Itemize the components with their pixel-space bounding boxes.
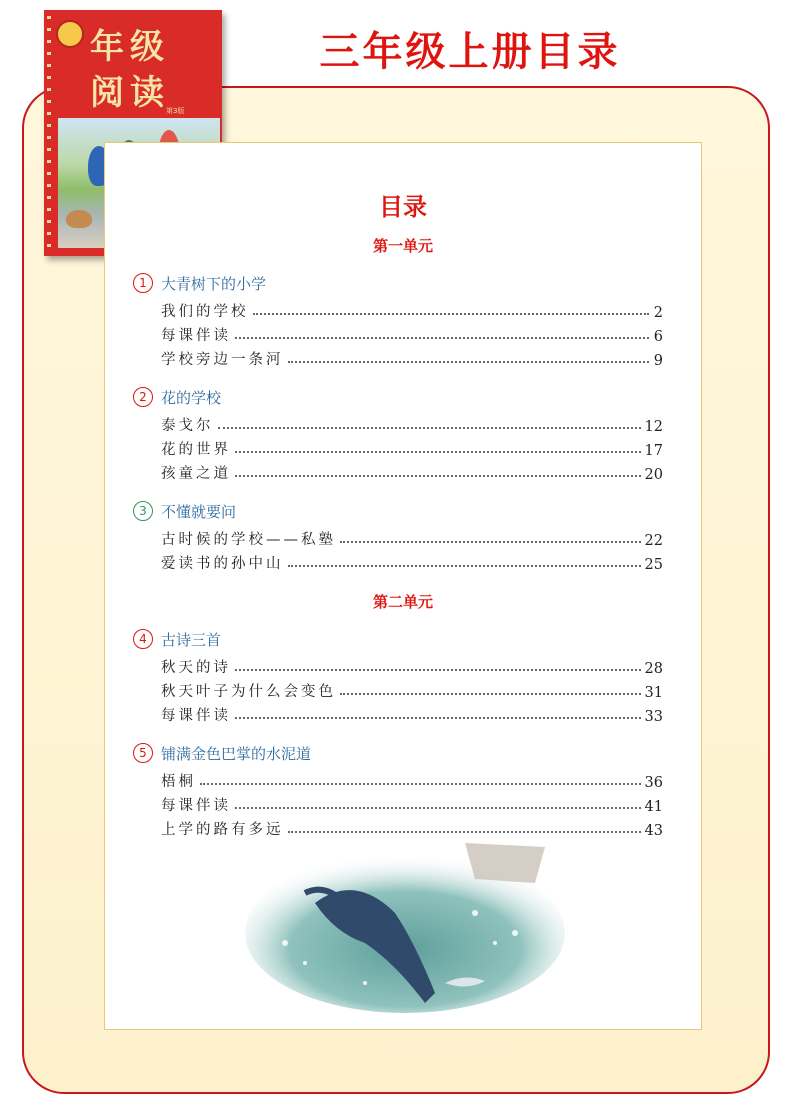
entry-title: 每课伴读	[161, 328, 231, 344]
toc-entry[interactable]	[161, 549, 663, 573]
leader-dots	[235, 807, 641, 809]
page-number: 12	[644, 419, 663, 435]
entry-title: 上学的路有多远	[161, 822, 284, 838]
toc-title: 目录	[379, 193, 427, 221]
page-number: 22	[644, 533, 663, 549]
leader-dots	[253, 313, 650, 315]
toc-entry[interactable]	[161, 411, 663, 435]
leader-dots	[288, 361, 650, 363]
lesson-number-badge: 3	[133, 501, 153, 521]
leader-dots	[235, 717, 641, 719]
entry-title: 秋天叶子为什么会变色	[161, 684, 336, 700]
page-number: 43	[644, 823, 663, 839]
leader-dots	[218, 427, 641, 429]
lesson-title: 古诗三首	[161, 630, 222, 649]
leader-dots	[200, 783, 641, 785]
toc-entry[interactable]	[161, 459, 663, 483]
toc-entry[interactable]	[161, 815, 663, 839]
lesson-heading[interactable]	[133, 741, 311, 765]
leader-dots	[235, 337, 649, 339]
emblem-icon	[56, 20, 84, 48]
page-title: 三年级上册目录	[319, 29, 621, 75]
entry-title: 花的世界	[161, 442, 231, 458]
leader-dots	[340, 541, 641, 543]
entry-title: 学校旁边一条河	[161, 352, 284, 368]
lesson-title: 铺满金色巴掌的水泥道	[161, 744, 312, 763]
entry-title: 泰戈尔	[161, 418, 214, 434]
page-number: 31	[644, 685, 663, 701]
toc-entry[interactable]	[161, 653, 663, 677]
toc-entry[interactable]	[161, 525, 663, 549]
book-title: 年级阅读	[90, 27, 170, 113]
unit-title: 第一单元	[372, 237, 433, 255]
entry-title: 秋天的诗	[161, 660, 231, 676]
toc-entry[interactable]	[161, 767, 663, 791]
page-number: 9	[653, 353, 663, 369]
toc-entry[interactable]	[161, 321, 663, 345]
unit-title: 第二单元	[372, 593, 433, 611]
lesson-heading[interactable]	[133, 499, 236, 523]
toc-entry[interactable]	[161, 297, 663, 321]
dog-figure	[66, 210, 92, 228]
entry-title: 梧桐	[161, 774, 196, 790]
leader-dots	[340, 693, 641, 695]
page-number: 33	[644, 709, 663, 725]
binding-holes	[47, 16, 51, 250]
entry-title: 孩童之道	[161, 466, 231, 482]
lesson-heading[interactable]	[133, 627, 221, 651]
lesson-heading[interactable]	[133, 385, 221, 409]
leader-dots	[288, 565, 641, 567]
lesson-number-badge: 5	[133, 743, 153, 763]
page-number: 36	[644, 775, 663, 791]
leader-dots	[235, 451, 641, 453]
lesson-number-badge: 2	[133, 387, 153, 407]
page-number: 20	[644, 467, 663, 483]
entry-title: 我们的学校	[161, 304, 249, 320]
toc-entry[interactable]	[161, 791, 663, 815]
lesson-title: 不懂就要问	[161, 502, 237, 521]
toc-entry[interactable]	[161, 677, 663, 701]
leader-dots	[235, 475, 641, 477]
entry-title: 每课伴读	[161, 708, 231, 724]
lesson-heading[interactable]	[133, 271, 266, 295]
page-number: 2	[653, 305, 663, 321]
toc-entry[interactable]	[161, 701, 663, 725]
lesson-title: 花的学校	[161, 388, 222, 407]
page-number: 28	[644, 661, 663, 677]
page-number: 17	[644, 443, 663, 459]
boat-hull	[465, 843, 545, 883]
leader-dots	[288, 831, 641, 833]
entry-title: 爱读书的孙中山	[161, 556, 284, 572]
toc-card	[104, 142, 702, 1030]
lesson-title: 大青树下的小学	[161, 274, 267, 293]
page-number: 25	[644, 557, 663, 573]
book-edition: 第3版	[166, 107, 185, 115]
toc-entry[interactable]	[161, 345, 663, 369]
lesson-number-badge: 1	[133, 273, 153, 293]
entry-title: 古时候的学校——私塾	[161, 532, 336, 548]
page-number: 41	[644, 799, 663, 815]
bird-water-illustration	[245, 843, 565, 1015]
page-number: 6	[653, 329, 663, 345]
leader-dots	[235, 669, 641, 671]
lesson-number-badge: 4	[133, 629, 153, 649]
toc-entry[interactable]	[161, 435, 663, 459]
entry-title: 每课伴读	[161, 798, 231, 814]
